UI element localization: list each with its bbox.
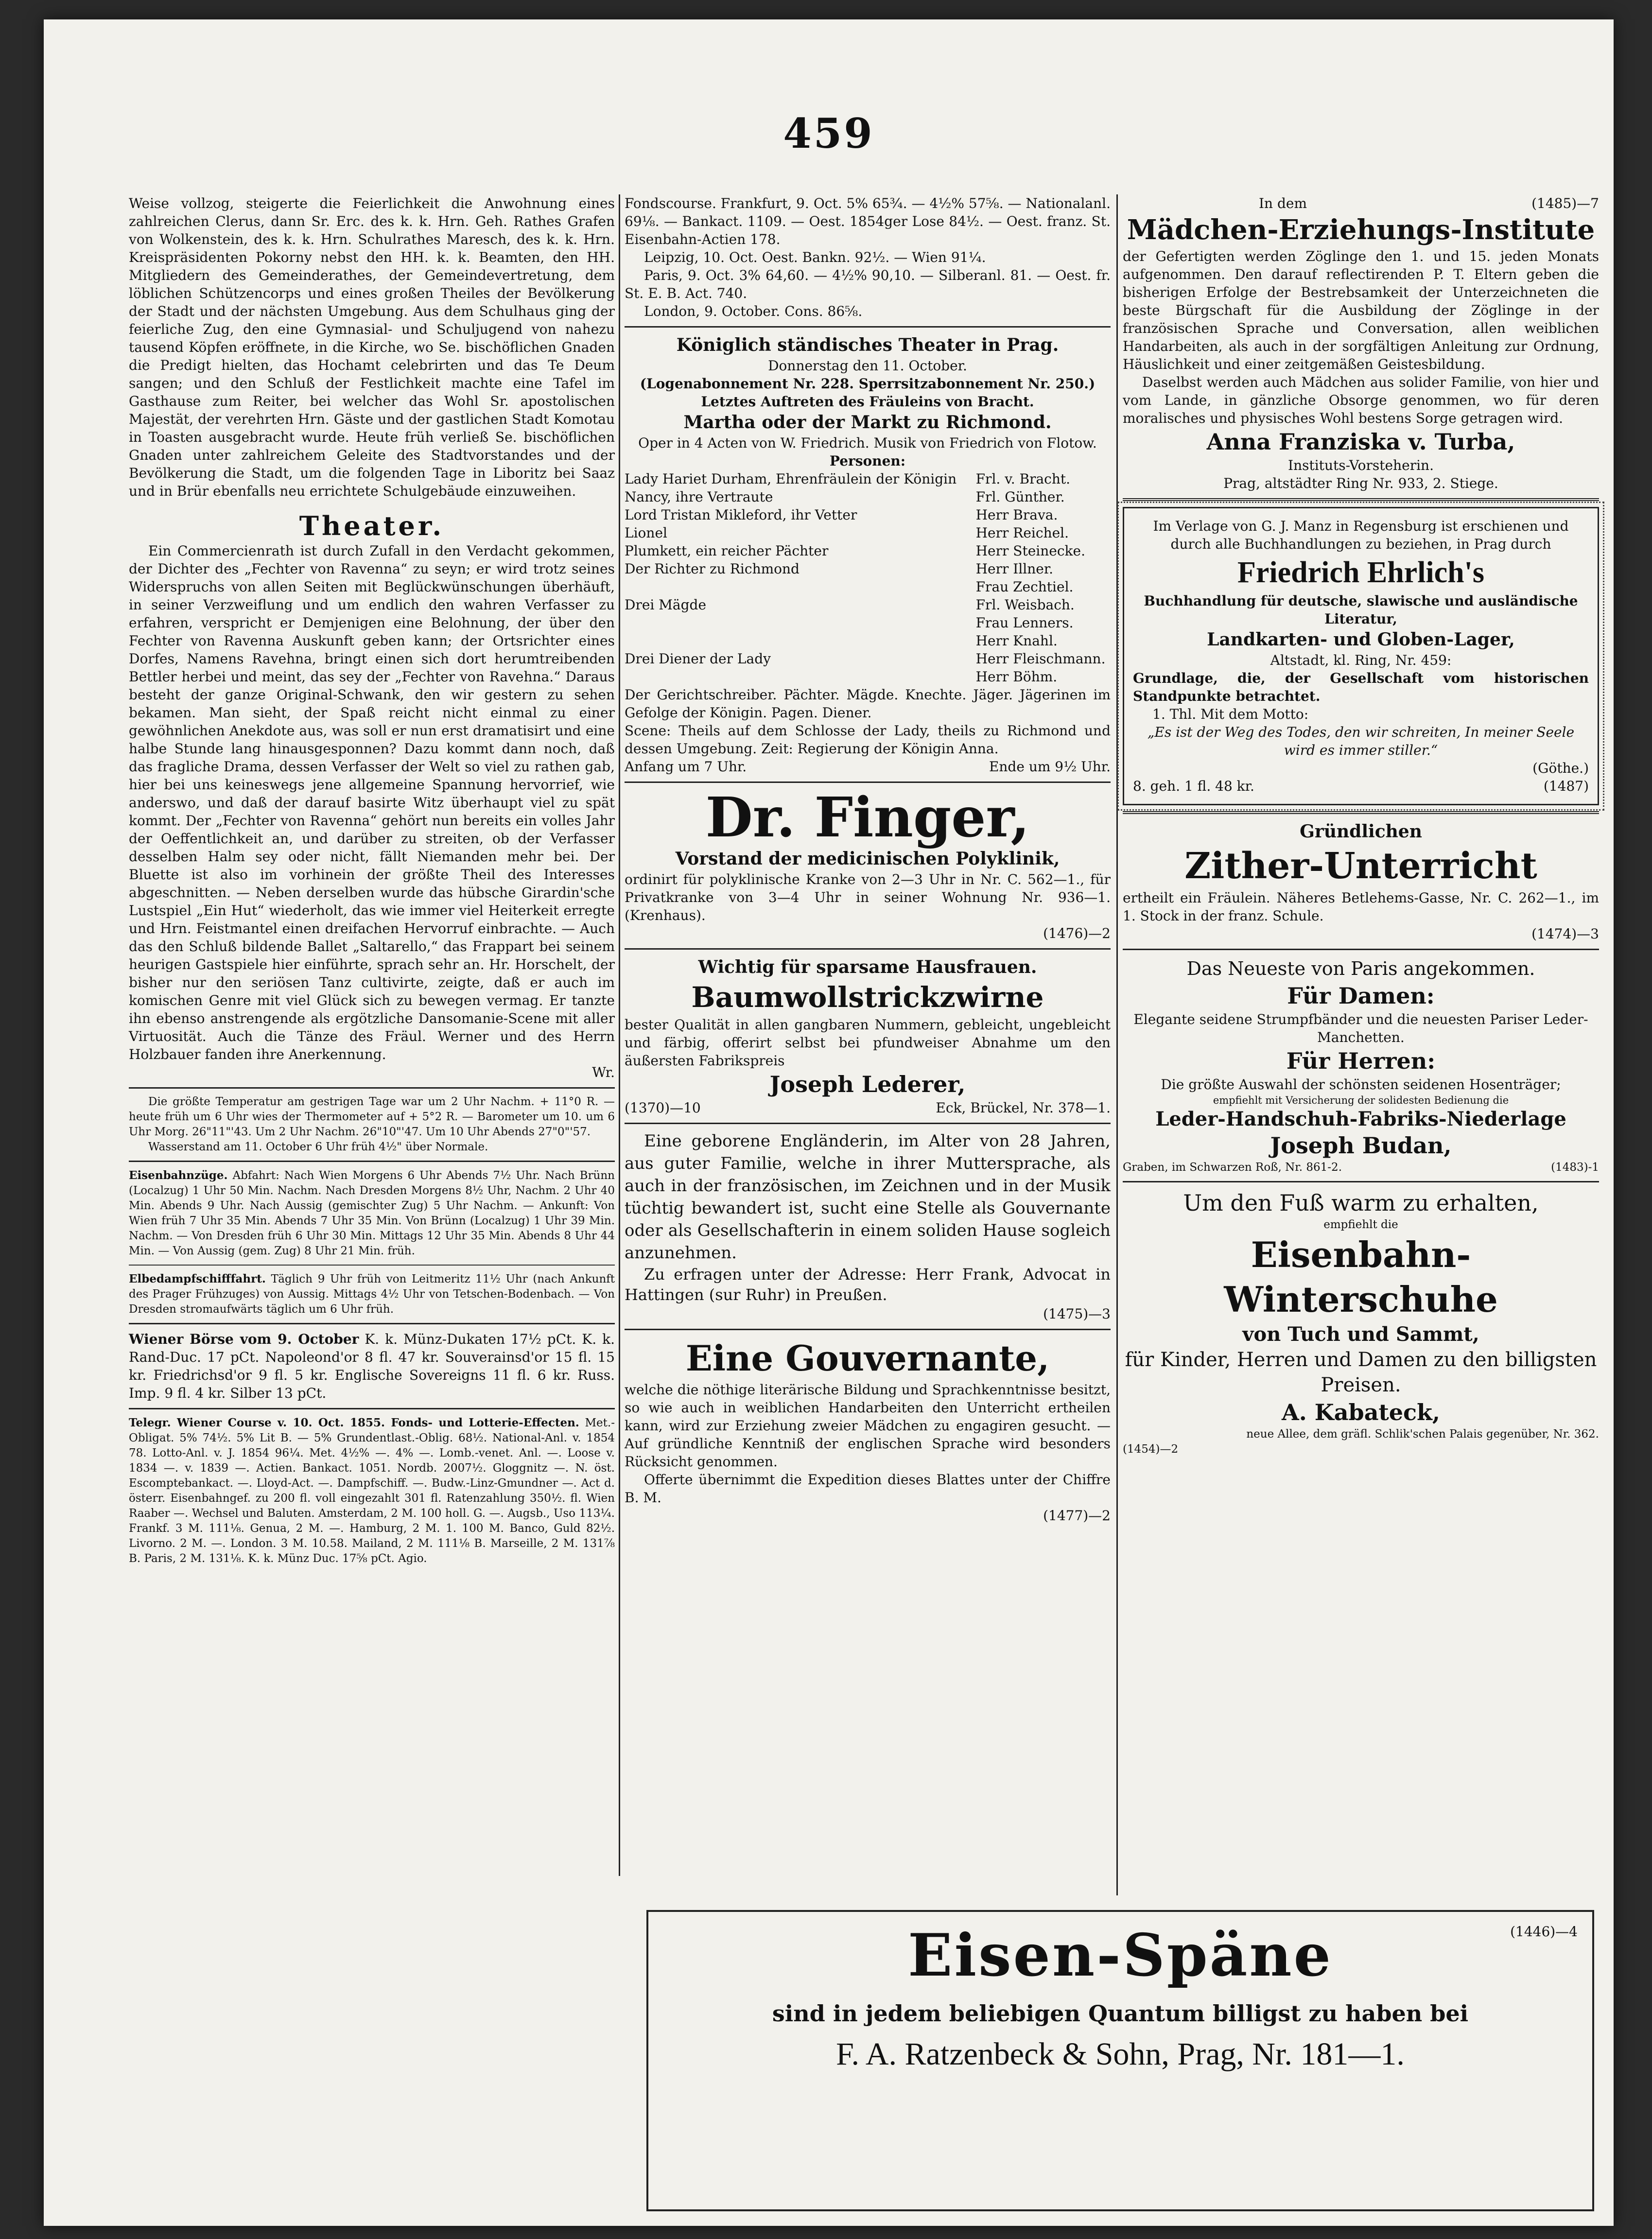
eisen-title: Eisen-Späne [908, 1921, 1333, 1990]
ad-reference: (1483)-1 [1551, 1161, 1599, 1174]
cast-list [625, 470, 1111, 686]
divider [625, 948, 1111, 950]
divider [625, 781, 1111, 783]
fonds-frankfurt: Fondscourse. Frankfurt, 9. Oct. 5% 65¾. — 4½% 57⅝. — Nationalanl. 69⅛. — Bankact. 1109. — Oest. 1854ger Lose 84½. — Oest. franz. St. Eisenbahn-Actien 178. [625, 195, 1111, 247]
weather-report: Die größte Temperatur am gestrigen Tage war um 2 Uhr Nachm. + 11°0 R. — heute früh um 6 Uhr wies der Thermometer auf + 5°2 R. — Barometer um 10. um 6 Uhr Morg. 26"11"'43. Um 2 Uhr Nachm. 26"10"'47. Um 10 Uhr Abends 27"0"'57. [129, 1095, 615, 1138]
book-motto-label: 1. Thl. Mit dem Motto: [1152, 706, 1309, 722]
gouvernante-offer: Offerte übernimmt die Expedition dieses Blattes unter der Chiffre B. M. [625, 1472, 1111, 1506]
program-scene: Scene: Theils auf dem Schlosse der Lady, theils zu Richmond und dessen Umgebung. Zeit: Regierung der Königin Anna. [625, 723, 1111, 757]
book-title: Grundlage, die, der Gesellschaft vom historischen Standpunkte betrachtet. [1133, 670, 1589, 704]
book-motto-author: (Göthe.) [1532, 760, 1589, 776]
rail-schedule: Abfahrt: Nach Wien Morgens 6 Uhr Abends 7½ Uhr. Nach Brünn (Localzug) 1 Uhr 50 Min. Nachm. Nach Dresden Morgens 8½ Uhr, Nachm. 2 Uhr 40 Min. Abends 9 Uhr. Nach Aussig (gemischter Zug) 5 Uhr Nachm. — Ankunft: Von Wien früh 7 Uhr 35 Min. Abends 7 Uhr 35 Min. Von Brünn (Localzug) 1 Uhr 39 Min. Nachm. — Von Dresden früh 6 Uhr 30 Min. Mittags 12 Uhr 35 Min. Abends 8 Uhr 44 Min. — Von Aussig (gem. Zug) 8 Uhr 21 Min. früh. [129, 1169, 615, 1257]
book-price: 8. geh. 1 fl. 48 kr. [1133, 778, 1254, 794]
theater-heading: Theater. [299, 510, 445, 541]
ehrlich-subtitle: Buchhandlung für deutsche, slawische und ausländische Literatur, [1144, 593, 1578, 627]
program-end: Ende um 9½ Uhr. [989, 759, 1111, 775]
program-opera-info: Oper in 4 Acten von W. Friedrich. Musik von Friedrich von Flotow. [638, 435, 1097, 451]
church-report: Weise vollzog, steigerte die Feierlichkeit die Anwohnung eines zahlreichen Clerus, dann Sr. Erc. des k. k. Hrn. Geh. Rathes Grafen von Wolkenstein, des k. k. Hrn. Schulrathes Maresch, des k. k. Hrn. Kreispräsidenten Pokorny nebst den HH. k. k. Beamten, den HH. Mitgliedern des Gemeinderathes, der Gemeindevertretung, dem löblichen Schützencorps und eines großen Theiles der Bevölkerung der Stadt und der nächsten Umgebung. Aus dem Schulhaus ging der feierliche Zug, den eine Gymnasial- und Schuljugend von nahezu tausend Köpfen eröffnete, in die Kirche, wo Se. bischöflichen Gnaden die Predigt hielten, das Hochamt celebrirten und das Te Deum sangen; und den Schluß der Festlichkeit machte eine Tafel im Gasthause zum Reiter, bei welcher das Wohl Sr. apostolischen Majestät, der verehrten Hrn. Gäste und der gastlichen Stadt Komotau in Toasten ausgebracht wurde. Heute früh verließ Se. bischöflichen Gnaden unter zahlreichem Geleite des Stadtvorstandes und der Bevölkerung die Stadt, um die folgenden Tage in Liboritz bei Saaz und in Brür ebenfalls neu errichtete Schulgebäude einzuweihen. [129, 195, 615, 499]
boerse-rates: K. k. Münz-Dukaten 17½ pCt. K. k. Rand-Duc. 17 pCt. Napoleond'or 8 fl. 47 kr. Souverainsd'or 15 fl. 15 kr. Friedrichsd'or 9 fl. 5 kr. Englische Sovereigns 11 fl. 6 kr. Russ. Imp. 9 fl. 4 kr. Silber 13 pCt. [129, 1331, 615, 1401]
column-2 [625, 194, 1111, 1525]
ehrlich-name: Friedrich Ehrlich's [1237, 556, 1485, 589]
theater-program-heading: Königlich ständisches Theater in Prag. [676, 335, 1059, 355]
fonds-paris: Paris, 9. Oct. 3% 64,60. — 4½% 90,10. — Silberanl. 81. — Oest. fr. St. E. B. Act. 740. [625, 267, 1111, 301]
cast-row: Lionel Herr Reichel. [625, 525, 1069, 541]
zither-text: ertheilt ein Fräulein. Näheres Betlehems-Gasse, Nr. C. 262—1., im 1. Stock in der franz. Schule. [1123, 890, 1599, 924]
program-abonnement: (Logenabonnement Nr. 228. Sperrsitzabonnement Nr. 250.) [640, 376, 1096, 392]
ehrlich-address: Altstadt, kl. Ring, Nr. 459: [1270, 652, 1452, 668]
cast-row: Drei Mägde Frl. Weisbach. [625, 597, 1075, 613]
column-rule-left [619, 194, 620, 1876]
telegraph-heading: Telegr. Wiener Course v. 10. Oct. 1855. Fonds- und Lotterie-Effecten. [129, 1416, 579, 1429]
baumwolle-text: bester Qualität in allen gangbaren Nummern, gebleicht, ungebleicht und färbig, offerirt selbst bei pfundweiser Abnahme um den äußersten Fabrikspreis [625, 1017, 1111, 1069]
cast-row: Der Richter zu Richmond Herr Illner. [625, 561, 1054, 577]
ad-reference: (1474)—3 [1531, 926, 1599, 942]
eisen-subtitle: sind in jedem beliebigen Quantum billigst zu haben bei [772, 2000, 1469, 2027]
turba-address: Prag, altstädter Ring Nr. 933, 2. Stiege. [1223, 475, 1498, 491]
institute-text-2: Daselbst werden auch Mädchen aus solider Familie, von hier und vom Lande, in gänzliche Obsorge genommen, wo für deren moralisches und physisches Wohl bestens Sorge getragen wird. [1123, 374, 1599, 426]
eisen-firm: F. A. Ratzenbeck & Sohn, Prag, Nr. 181—1. [836, 2036, 1405, 2072]
ad-reference: (1476)—2 [1043, 925, 1111, 941]
divider [625, 1123, 1111, 1124]
program-play-title: Martha oder der Markt zu Richmond. [683, 412, 1052, 433]
cast-row: Frau Lenners. [975, 615, 1074, 631]
finger-hours: ordinirt für polyklinische Kranke von 2—3 Uhr in Nr. C. 562—1., für Privatkranke von 3—4 Uhr in seiner Wohnung Nr. 936—1. (Krenhaus). [625, 871, 1111, 923]
turba-name: Anna Franziska v. Turba, [1206, 429, 1515, 455]
cast-row: Lady Hariet Durham, Ehrenfräulein der Königin Frl. v. Bracht. [625, 471, 1071, 487]
institute-text: der Gefertigten werden Zöglinge den 1. und 15. jeden Monats aufgenommen. Den darauf reflectirenden P. T. Eltern geben die bisherigen Erfolge der Bestrebsamkeit der Unterzeichneten die beste Bürgschaft für die Ausbildung der Zöglinge in der französischen Sprache und Conversation, allen weiblichen Handarbeiten, als auch in der sorgfältigen Anleitung zur Ordnung, Häuslichkeit und einer zeitgemäßen Geistesbildung. [1123, 248, 1599, 372]
institute-title: Mädchen-Erziehungs-Institute [1127, 214, 1595, 246]
program-last-appearance: Letztes Auftreten des Fräuleins von Bracht. [701, 394, 1034, 410]
ad-reference: (1475)—3 [1043, 1306, 1111, 1322]
ad-reference: (1454)—2 [1123, 1443, 1179, 1456]
ad-reference: (1370)—10 [625, 1100, 701, 1116]
schuhe-for: für Kinder, Herren und Damen zu den billigsten Preisen. [1125, 1349, 1597, 1396]
divider [129, 1087, 615, 1089]
water-level: Wasserstand am 11. October 6 Uhr früh 4½" über Normale. [148, 1141, 488, 1153]
damen-heading: Für Damen: [1287, 983, 1435, 1009]
steamship-heading: Elbedampfschifffahrt. [129, 1272, 266, 1285]
divider [625, 326, 1111, 328]
finger-title: Vorstand der medicinischen Polyklinik, [675, 849, 1060, 869]
divider [625, 1329, 1111, 1330]
divider [1123, 949, 1599, 950]
divider [1123, 498, 1599, 501]
baumwolle-title: Baumwollstrickzwirne [691, 981, 1044, 1014]
cast-row: Herr Böhm. [975, 669, 1058, 685]
program-personen-heading: Personen: [829, 453, 906, 469]
rail-heading: Eisenbahnzüge. [129, 1169, 228, 1182]
column-1 [129, 194, 615, 1566]
schuhe-material: von Tuch und Sammt, [1242, 1323, 1479, 1346]
program-date: Donnerstag den 11. October. [768, 358, 967, 374]
damen-text: Elegante seidene Strumpfbänder und die neuesten Pariser Leder-Manchetten. [1133, 1011, 1588, 1045]
ad-reference: (1477)—2 [1043, 1508, 1111, 1524]
wichtig-heading: Wichtig für sparsame Hausfrauen. [698, 957, 1037, 977]
ad-reference: (1446)—4 [1510, 1924, 1578, 1940]
cast-row: Plumkett, ein reicher Pächter Herr Steinecke. [625, 543, 1085, 559]
fonds-london: London, 9. October. Cons. 86⅝. [644, 303, 863, 319]
herren-heading: Für Herren: [1286, 1048, 1436, 1074]
ad-reference: (1487) [1543, 778, 1589, 794]
column-rule-right [1116, 194, 1118, 1895]
ehrlich-ad-frame [1123, 507, 1599, 805]
cast-row: Drei Diener der Lady Herr Fleischmann. [625, 651, 1106, 667]
kabateck-address: neue Allee, dem gräfl. Schlik'schen Palais gegenüber, Nr. 362. [1246, 1428, 1599, 1441]
gouvernante-text: welche die nöthige literärische Bildung und Sprachkenntnisse besitzt, so wie auch in weiblichen Handarbeiten den Unterricht ertheilen kann, wird zur Erziehung zweier Mädchen zu engagiren gesucht. — Auf gründliche Kenntniß der englischen Sprache wird besonders Rücksicht genommen. [625, 1382, 1111, 1470]
leder-title: Leder-Handschuh-Fabriks-Niederlage [1155, 1108, 1566, 1130]
ehrlich-subtitle-2: Landkarten- und Globen-Lager, [1207, 629, 1515, 650]
english-governess-ad: Eine geborene Engländerin, im Alter von 28 Jahren, aus guter Familie, welche in ihrer Muttersprache, als auch in der französischen, im Zeichnen und in der Musik tüchtig bewandert ist, sucht eine Stelle als Gouvernante oder als Gesellschafterin in einem soliden Hause sogleich anzunehmen. [625, 1131, 1111, 1263]
divider [129, 1408, 615, 1409]
program-start: Anfang um 7 Uhr. [625, 759, 747, 775]
book-motto: „Es ist der Weg des Todes, den wir schreiten, In meiner Seele wird es immer stiller.“ [1147, 724, 1575, 758]
eisen-spaene-ad [646, 1910, 1594, 2211]
finger-name: Dr. Finger, [705, 786, 1030, 850]
page-number: 459 [783, 109, 874, 157]
cast-row: Frau Zechtiel. [975, 579, 1074, 595]
lederer-address: Eck, Brückel, Nr. 378—1. [936, 1100, 1111, 1116]
newspaper-page [44, 19, 1614, 2226]
boerse-heading: Wiener Börse vom 9. October [129, 1331, 359, 1347]
steamship-schedule: Täglich 9 Uhr früh von Leitmeritz 11½ Uhr (nach Ankunft des Prager Frühzuges) von Aussig. Mittags 4½ Uhr von Tetschen-Bodenbach. — Von Dresden stromaufwärts täglich um 6 Uhr früh. [129, 1273, 615, 1316]
fonds-leipzig: Leipzig, 10. Oct. Oest. Bankn. 92½. — Wien 91¼. [644, 249, 986, 265]
divider [129, 1323, 615, 1324]
paris-heading: Das Neueste von Paris angekommen. [1186, 958, 1535, 979]
schuhe-title: Eisenbahn-Winterschuhe [1224, 1234, 1498, 1320]
ad-reference: (1485)—7 [1531, 195, 1599, 211]
cast-row: Herr Knahl. [975, 633, 1058, 649]
english-governess-address: Zu erfragen unter der Adresse: Herr Frank, Advocat in Hattingen (sur Ruhr) in Preußen. [625, 1265, 1111, 1304]
herren-text: Die größte Auswahl der schönsten seidenen Hosenträger; [1161, 1076, 1561, 1093]
budan-name: Joseph Budan, [1270, 1132, 1452, 1159]
institute-pre: In dem [1259, 195, 1307, 211]
manz-text: Im Verlage von G. J. Manz in Regensburg ist erschienen und durch alle Buchhandlungen zu beziehen, in Prag durch [1153, 518, 1569, 552]
divider [129, 1161, 615, 1162]
divider [1123, 811, 1599, 814]
zither-pre: Gründlichen [1300, 821, 1422, 842]
zither-title: Zither-Unterricht [1184, 845, 1537, 887]
cast-row: Nancy, ihre Vertraute Frl. Günther. [625, 489, 1065, 505]
program-extras: Der Gerichtschreiber. Pächter. Mägde. Knechte. Jäger. Jägerinen im Gefolge der Königin. Pagen. Diener. [625, 687, 1111, 721]
budan-address: Graben, im Schwarzen Roß, Nr. 861-2. [1123, 1161, 1342, 1174]
turba-title: Instituts-Vorsteherin. [1288, 457, 1434, 473]
cast-row: Lord Tristan Mikleford, ihr Vetter Herr Brava. [625, 507, 1058, 523]
telegraph-rates: Met.-Obligat. 5% 74½. 5% Lit B. — 5% Grundentlast.-Oblig. 68½. National-Anl. v. 1854 78. Lotto-Anl. v. J. 1854 96¼. Met. 4½% —. 4% —. Lomb.-venet. Anl. —. Loose v. 1834 —. v. 1839 —. Actien. Bankact. 1051. Nordb. 2007½. Gloggnitz —. N. öst. Escomptebankact. —. Lloyd-Act. —. Dampfschiff. —. Budw.-Linz-Gmundner —. Act d. österr. Eisenbahngef. zu 200 fl. voll eingezahlt 301 fl. Ratenzahlung 350½. fl. Wien Raaber —. Wechsel und Baluten. Amsterdam, 2 M. 100 holl. G. —. Augsb., Uso 113¼. Frankf. 3 M. 111⅛. Genua, 2 M. —. Hamburg, 2 M. 1. 100 M. Banco, Guld 82½. Livorno. 2 M. —. London. 3 M. 10.58. Mailand, 2 M. 111⅛ B. Marseille, 2 M. 131⅞ B. Paris, 2 M. 131⅛. K. k. Münz Duc. 17⅝ pCt. Agio. [129, 1417, 615, 1565]
fuss-heading: Um den Fuß warm zu erhalten, [1183, 1190, 1539, 1216]
theater-signature: Wr. [592, 1064, 615, 1080]
theater-review: Ein Commercienrath ist durch Zufall in den Verdacht gekommen, der Dichter des „Fechter von Ravenna“ zu seyn; er wird trotz seines Widerspruchs von allen Seiten mit Beglückwünschungen überhäuft, in seiner Verzweiflung und um endlich den wahren Verfasser zu erfahren, verspricht er Demjenigen eine Belohnung, der über den Fechter von Ravenna Auskunft geben kann; der Ortsrichter eines Dorfes, Namens Ravehna, bringt einen sich dort herumtreibenden Bettler herbei und meint, das sey der „Fechter von Ravehna.“ Daraus besteht der ganze Original-Schwank, den wir gestern zu sehen bekamen. Man sieht, der Spaß reicht nicht einmal zu einer gewöhnlichen Anekdote aus, was soll er nun erst dramatisirt und eine halbe Stunde lang hinausgesponnen? Dazu kommt dann noch, daß das fragliche Drama, dessen Verfasser der Welt so viel zu rathen gab, hier bei uns keineswegs jene allgemeine Spannung hervorrief, wie anderswo, und daß der darauf basirte Witz überhaupt viel zu spät kommt. Der „Fechter von Ravenna“ gehört nun bereits ein volles Jahr der Oeffentlichkeit an, und darüber zu streiten, ob der Verfasser desselben Halm sey oder nicht, fällt Niemanden mehr bei. Der Bluette ist also im vorhinein der größte Theil des Interesses abgeschnitten. — Neben derselben wurde das hübsche Girardin'sche Lustspiel „Ein Hut“ wiederholt, das wie immer viel Heiterkeit erregte und Hrn. Feistmantel einen dreifachen Hervorruf einbrachte. — Auch das den Schluß bildende Ballet „Saltarello,“ das Frappart bei seinem heurigen Gastspiele hier einführte, sprach sehr an. Hr. Horschelt, der bisher nur den seriösen Tanz cultivirte, zeigte, daß er auch im komischen Genre mit viel Glück sich zu bewegen vermag. Er tanzte ihn ebenso anstrengende als ergötzliche Dansomanie-Scene mit aller Virtuosität. Auch die Tänze des Fräul. Werner und des Herrn Holzbauer fanden ihre Anerkennung. [129, 543, 615, 1062]
lederer-name: Joseph Lederer, [769, 1071, 966, 1097]
column-3 [1123, 194, 1599, 1457]
gouvernante-title: Eine Gouvernante, [685, 1337, 1050, 1379]
fuss-empfiehlt: empfiehlt die [1323, 1218, 1398, 1231]
empfiehlt-text: empfiehlt mit Versicherung der solidesten Bedienung die [1213, 1094, 1509, 1106]
divider [129, 1265, 615, 1266]
divider [1123, 1181, 1599, 1182]
kabateck-name: A. Kabateck, [1282, 1399, 1440, 1425]
